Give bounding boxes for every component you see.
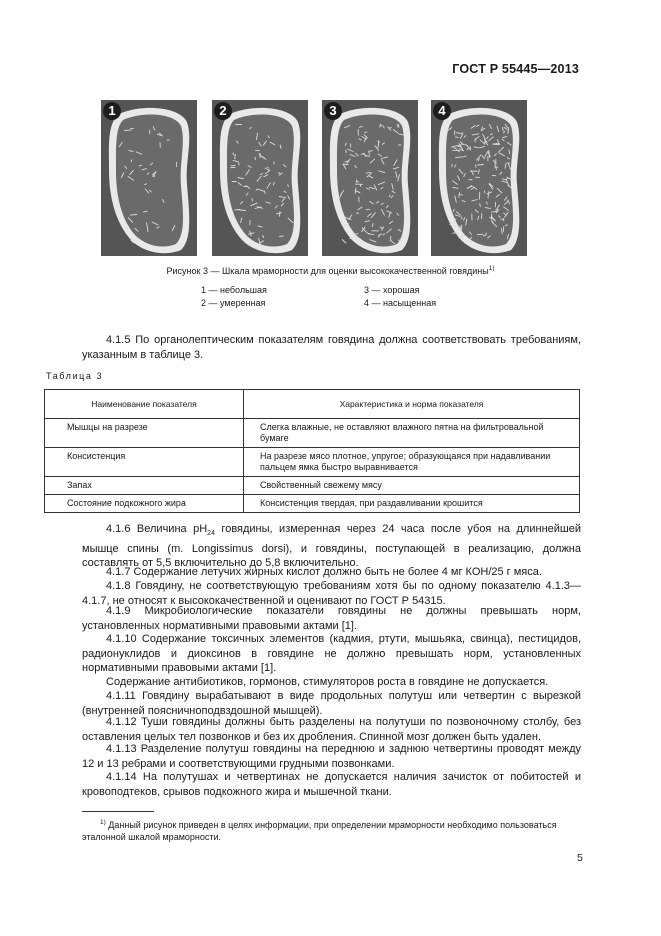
document-header: ГОСТ Р 55445—2013 <box>452 62 579 76</box>
marbling-panel-1 <box>101 100 197 256</box>
table-cell: Состояние подкожного жира <box>45 495 244 513</box>
footnote: $^{1)}$ Данный рисунок приведен в целях информации, при определении мраморности необходимо пользоваться эталонной шкалой мраморности. <box>82 819 557 842</box>
paragraph-4-1-7: 4.1.7 Содержание летучих жирных кислот должно быть не более 4 мг КОН/25 г мяса. <box>106 566 542 578</box>
column-header: Наименование показателя <box>45 390 244 419</box>
table-row <box>45 495 580 513</box>
table-cell: Консистенция <box>45 448 244 477</box>
table-row <box>45 419 580 448</box>
marbling-image <box>322 100 418 256</box>
marbling-panel-2 <box>212 100 308 256</box>
paragraph-antibiotics: Содержание антибиотиков, гормонов, стимуляторов роста в говядине не допускается. <box>106 676 549 688</box>
paragraph-4-1-10: 4.1.10 Содержание токсичных элементов (кадмия, ртути, мышьяка, свинца), пестицидов, радионуклидов и диоксинов в говядине не должно превышать норм, установленных нормативными правовыми актами [1]. <box>82 633 581 674</box>
table-cell: Консистенция твердая, при раздавливании крошится <box>244 495 580 513</box>
footnote-divider <box>82 811 154 812</box>
paragraph-4-1-14: 4.1.14 На полутушах и четвертинах не допускается наличия зачисток от побитостей и кровоподтеков, срывов подкожного жира и мышечной ткани. <box>82 771 581 798</box>
marbling-scale-figure <box>101 100 563 256</box>
requirements-table <box>44 389 580 513</box>
marbling-image <box>431 100 527 256</box>
paragraph-4-1-13: 4.1.13 Разделение полутуш говядины на переднюю и заднюю четвертины проводят между 12 и 13 ребрами и соответствующими грудными позвонками. <box>82 743 581 770</box>
panel-number-badge: 3 <box>324 102 342 120</box>
paragraph-4-1-12: 4.1.12 Туши говядины должны быть разделены на полутуши по позвоночному столбу, без оставления целых тел позвонков и без их дробления. Спинной мозг должен быть удален. <box>82 716 581 743</box>
paragraph-4-1-5: 4.1.5 По органолептическим показателям говядина должна соответствовать требованиям, указанным в таблице 3. <box>82 334 581 361</box>
paragraph-4-1-11: 4.1.11 Говядину вырабатывают в виде продольных полутуш или четвертин с вырезкой (внутренней поясничноподвздошной мышцей). <box>82 690 581 717</box>
table-cell: Слегка влажные, не оставляют влажного пятна на фильтровальной бумаге <box>244 419 580 448</box>
legend-item: 4 — насыщенная <box>364 298 437 308</box>
table-header-row <box>45 390 580 419</box>
paragraph-4-1-8: 4.1.8 Говядину, не соответствующую требованиям хотя бы по одному показателю 4.1.3—4.1.7, не относят к высококачественной и оценивают по ГОСТ Р 54315. <box>82 580 581 607</box>
table-cell: Запах <box>45 477 244 495</box>
table-cell: Свойственный свежему мясу <box>244 477 580 495</box>
panel-number-badge: 1 <box>103 102 121 120</box>
figure-caption: Рисунок 3 — Шкала мраморности для оценки высококачественной говядины$^{1)}$ <box>166 265 495 276</box>
marbling-image <box>212 100 308 256</box>
table-label: Таблица 3 <box>46 371 104 381</box>
table-row <box>45 448 580 477</box>
legend-item: 3 — хорошая <box>364 285 420 295</box>
marbling-panel-3 <box>322 100 418 256</box>
paragraph-4-1-9: 4.1.9 Микробиологические показатели говядины не должны превышать норм, установленных нормативными правовыми актами [1]. <box>82 605 581 632</box>
paragraph-4-1-6: 4.1.6 Величина $pH_{24}$ говядины, измеренная через 24 часа после убоя на длиннейшей мышце спины (m. Longissimus dorsi), и говядины, поступающей в реализацию, должна составлять от 5,5 включительно до 5,8 включительно. <box>82 523 581 570</box>
panel-number-badge: 4 <box>433 102 451 120</box>
table-cell: Мышцы на разрезе <box>45 419 244 448</box>
page-number: 5 <box>577 852 583 864</box>
table-row <box>45 477 580 495</box>
legend-item: 2 — умеренная <box>201 298 266 308</box>
panel-number-badge: 2 <box>214 102 232 120</box>
marbling-panel-4 <box>431 100 527 256</box>
table-cell: На разрезе мясо плотное, упругое; образующаяся при надавливании пальцем ямка быстро выравнивается <box>244 448 580 477</box>
column-header: Характеристика и норма показателя <box>244 390 580 419</box>
legend-item: 1 — небольшая <box>201 285 267 295</box>
marbling-image <box>101 100 197 256</box>
